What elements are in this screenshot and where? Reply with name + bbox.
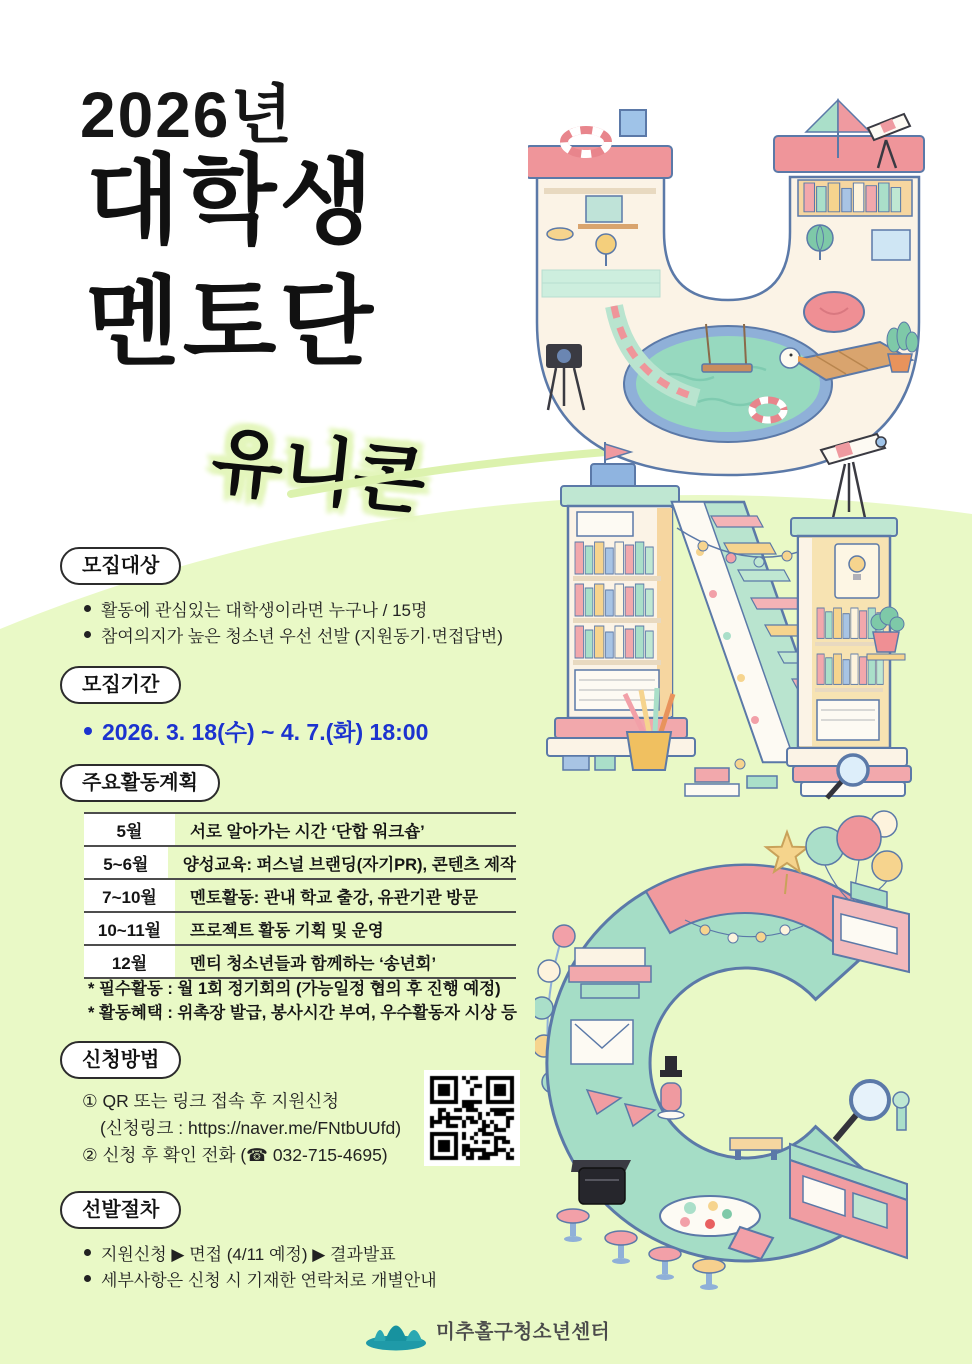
u-right-roof: [774, 136, 924, 172]
duck-icon: [780, 348, 800, 368]
plan-note-1: * 필수활동 : 월 1회 정기회의 (가능일정 협의 후 진행 예정): [88, 980, 501, 998]
section-process-pill: 선발절차: [60, 1191, 181, 1229]
figure-person: [661, 1083, 681, 1111]
letter-u-illustration: [528, 92, 972, 484]
bullet-dot-blue: [84, 727, 92, 735]
beanbag: [804, 292, 864, 332]
title-line2: 대학생: [86, 146, 377, 255]
target-bullet-2: 참여의지가 높은 청소년 우선 선발 (지원동기·면접답변): [84, 622, 503, 647]
center-logo-icon: [364, 1306, 428, 1352]
table-row: 7~10월 멘토활동: 관내 학교 출강, 유관기관 방문: [84, 880, 516, 913]
balloon-icon: [872, 851, 902, 881]
monitor-icon: [586, 196, 622, 222]
process-bullet-1: 지원신청 ▶ 면접 (4/11 예정) ▶ 결과발표: [84, 1240, 396, 1265]
desk: [578, 224, 638, 229]
table-row: 10~11월 프로젝트 활동 기획 및 운영: [84, 913, 516, 946]
stool: [557, 1209, 589, 1242]
plan-table: [84, 812, 516, 979]
section-apply-pill: 신청방법: [60, 1041, 181, 1079]
table-row: 12월 멘티 청소년들과 함께하는 ‘송년회’: [84, 946, 516, 979]
bullet-dot: [84, 631, 91, 638]
footer-org-name: 미추홀구청소년센터: [436, 1321, 611, 1343]
apply-step-2: ② 신청 후 확인 전화 (☎ 032-715-4695): [82, 1145, 388, 1165]
umbrella-icon: [806, 100, 838, 132]
chair-icon: [596, 234, 616, 254]
tower-cap: [791, 518, 897, 536]
target-bullet-1: 활동에 관심있는 대학생이라면 누구나 / 15명: [84, 596, 427, 621]
letter-i-illustration: [787, 434, 911, 798]
stool: [693, 1259, 725, 1290]
fruit-shelf: [547, 228, 573, 240]
qr-code-frame: [424, 1070, 520, 1166]
stool: [605, 1231, 637, 1264]
title-highlight: 유니콘: [207, 418, 430, 524]
magnifier-icon: [838, 755, 868, 785]
table-row: 5~6월 양성교육: 퍼스널 브랜딩(자기PR), 콘텐츠 제작: [84, 847, 516, 880]
letter-n-i-illustration: [535, 432, 972, 812]
globe-icon: [807, 225, 833, 251]
lightbulb-icon: [849, 556, 865, 572]
plan-note-2: * 활동혜택 : 위촉장 발급, 봉사시간 부여, 우수활동자 시상 등: [88, 1004, 517, 1022]
blue-box: [620, 110, 646, 136]
process-bullet-2: 세부사항은 신청 시 기재한 연락처로 개별안내: [84, 1266, 437, 1291]
stool: [649, 1247, 681, 1280]
bench: [730, 1138, 782, 1150]
apply-link: (신청링크 : https://naver.me/FNtbUUfd): [100, 1118, 402, 1138]
section-plan-pill: 주요활동계획: [60, 764, 220, 802]
letter-c-illustration: [535, 808, 972, 1290]
envelope-icon: [571, 1020, 633, 1064]
balloon-icon: [837, 816, 881, 860]
bullet-dot: [84, 1249, 91, 1256]
section-period-pill: 모집기간: [60, 666, 181, 704]
tower-cap: [561, 486, 679, 506]
magnifier-icon: [851, 1081, 889, 1119]
section-target-pill: 모집대상: [60, 547, 181, 585]
qr-code: [429, 1075, 515, 1161]
plant-pot: [888, 354, 912, 372]
window: [872, 230, 910, 260]
table-row: 5월 서로 알아가는 시간 ‘단합 워크숍’: [84, 814, 516, 847]
bullet-dot: [84, 1275, 91, 1282]
bullet-dot: [84, 605, 91, 612]
title-year: 2026년: [80, 79, 295, 151]
telescope-icon: [821, 434, 885, 464]
title-line3: 멘토단: [86, 268, 377, 377]
apply-step-1: ① QR 또는 링크 접속 후 지원신청: [82, 1091, 340, 1111]
top-hat-icon: [660, 1070, 682, 1077]
flag-icon: [605, 444, 631, 460]
period-date: 2026. 3. 18(수) ~ 4. 7.(화) 18:00: [84, 714, 428, 747]
